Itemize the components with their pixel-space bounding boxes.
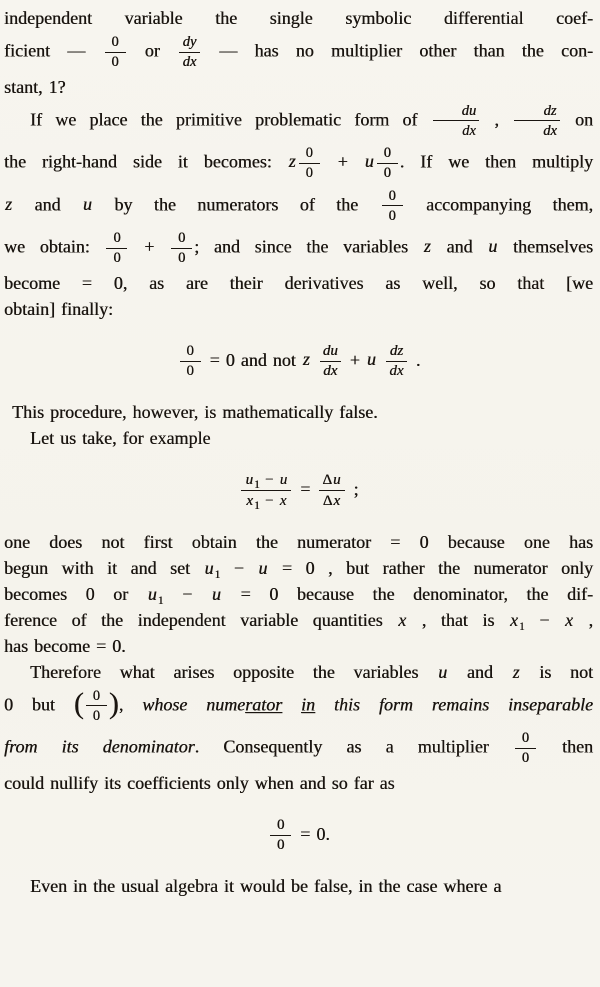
equation-line — [4, 469, 593, 513]
fraction-denominator: 0 — [521, 750, 529, 766]
fraction-numerator: dz — [514, 104, 560, 122]
text-run: − — [524, 609, 564, 630]
math-variable: u — [258, 557, 268, 578]
text-line — [4, 296, 593, 322]
fraction-denominator: dx — [182, 54, 197, 70]
fraction-numerator: 0 — [86, 689, 107, 707]
inline-fraction — [515, 731, 536, 766]
fraction-denominator: dx — [389, 363, 404, 379]
inline-fraction — [105, 35, 126, 70]
fraction-denominator: 0 — [177, 250, 186, 266]
text-run: and — [431, 236, 488, 257]
text-run: Therefore what arises opposite the variables — [30, 661, 438, 682]
text-line — [4, 227, 593, 270]
fraction-numerator: dy — [179, 35, 200, 53]
fraction-denominator: dx — [462, 122, 476, 139]
italic-run: whose nume — [142, 693, 246, 714]
text-run: , that is — [407, 609, 509, 630]
math-variable: u — [82, 193, 92, 214]
display-equation-zero-not-sum — [4, 340, 593, 384]
text-run: and — [448, 661, 512, 682]
fraction-denominator: 0 — [305, 165, 313, 181]
math-variable: z — [5, 193, 13, 214]
fraction-numerator: 0 — [382, 189, 403, 207]
text-run: . — [409, 349, 421, 370]
inline-fraction — [386, 344, 407, 380]
fraction-denominator: 0 — [92, 707, 100, 724]
italic-underlined-run: in — [301, 693, 316, 714]
text-run: Δ — [322, 492, 333, 509]
text-run: This procedure, however, is mathematically false. — [12, 402, 378, 422]
text-run: + — [343, 349, 366, 370]
inline-fraction — [299, 146, 320, 181]
text-run: accompanying them, — [404, 193, 593, 214]
math-variable: z — [288, 151, 296, 172]
text-run: Even in the usual algebra it would be false, in the case where a — [30, 876, 502, 896]
math-variable: z — [423, 236, 431, 257]
text-run: and — [13, 193, 82, 214]
text-line — [4, 399, 593, 425]
text-run: − — [259, 492, 279, 509]
text-run: is not — [520, 661, 594, 682]
text-run: on — [561, 108, 594, 129]
fraction-denominator: 0 — [388, 207, 396, 224]
text-run: Δ — [322, 472, 332, 488]
fraction-denominator: 0 — [111, 54, 119, 70]
math-variable: u — [245, 472, 253, 488]
math-variable: u — [438, 661, 448, 682]
math-variable: u — [279, 472, 288, 488]
paragraph-continued — [4, 5, 593, 100]
text-run: ference of the independent variable quantities — [4, 609, 398, 630]
inline-fraction — [180, 344, 201, 380]
inline-fraction — [106, 231, 127, 266]
text-run: + — [321, 151, 364, 172]
text-line — [4, 425, 593, 451]
text-run: , — [481, 108, 513, 129]
text-line — [4, 529, 593, 555]
text-line — [4, 727, 593, 770]
inline-fraction — [433, 104, 480, 139]
text-run: could nullify its coefficients only when and so far as — [4, 772, 395, 793]
paragraph-procedure-false — [4, 399, 593, 425]
fraction-numerator: 0 — [377, 146, 398, 164]
text-run: Let us take, for example — [30, 428, 211, 448]
math-variable: x — [564, 609, 573, 630]
text-line — [4, 270, 593, 296]
math-variable: u — [211, 583, 221, 604]
text-line — [4, 5, 593, 31]
subscript: 1 — [214, 568, 221, 581]
math-variable: u — [147, 583, 157, 604]
text-run: ; — [347, 478, 359, 499]
text-run: begun with it and set — [4, 557, 204, 578]
display-equation-zero-over-zero — [4, 814, 593, 858]
text-line — [4, 633, 593, 659]
text-run: . Consequently as a multiplier — [194, 736, 513, 757]
text-run: one does not first obtain the numerator = 0 because one has — [4, 531, 593, 552]
text-run: − — [163, 583, 211, 604]
math-variable: x — [279, 492, 287, 509]
text-line — [4, 607, 593, 633]
paragraph-numerator-zero — [4, 529, 593, 659]
italic-run — [282, 694, 301, 714]
text-run: − — [259, 472, 279, 488]
paragraph-usual-algebra — [4, 873, 593, 899]
text-run: becomes 0 or — [4, 583, 147, 604]
open-parenthesis: ( — [73, 686, 84, 720]
text-run: If we place the primitive problematic form of — [30, 108, 431, 129]
display-equation-difference-quotient — [4, 469, 593, 513]
text-line — [4, 74, 593, 100]
text-run: the right-hand side it becomes: — [4, 151, 288, 172]
equation-line — [4, 814, 593, 858]
fraction-denominator: 0 — [113, 250, 121, 266]
text-line — [4, 873, 593, 899]
text-line — [4, 555, 593, 581]
text-run: — has no multiplier other than the con- — [202, 40, 593, 61]
italic-run: this form remains inseparable — [315, 693, 593, 714]
math-variable: x — [398, 609, 407, 630]
inline-fraction — [171, 231, 192, 266]
inline-fraction — [320, 344, 341, 380]
text-run: or — [127, 40, 178, 61]
fraction-numerator: 0 — [171, 231, 192, 249]
text-run — [311, 349, 317, 369]
fraction-numerator: 0 — [106, 231, 127, 249]
text-run: has become = 0. — [4, 635, 126, 656]
text-run: . If we then multiply — [399, 151, 593, 172]
inline-fraction — [86, 689, 107, 724]
text-line — [4, 685, 593, 728]
inline-fraction — [270, 818, 291, 854]
text-line — [4, 100, 593, 143]
text-line — [4, 142, 593, 185]
text-line — [4, 185, 593, 228]
text-run: independent variable the single symbolic differential coef- — [4, 8, 593, 28]
text-run: ficient — — [4, 40, 103, 61]
fraction-denominator: 0 — [186, 363, 194, 379]
subscript: 1 — [253, 479, 260, 491]
fraction-numerator: 0 — [105, 35, 126, 53]
equation-line — [4, 340, 593, 384]
fraction-denominator — [319, 491, 344, 509]
inline-fraction — [382, 189, 403, 224]
fraction-numerator — [319, 473, 344, 491]
text-run: then — [537, 736, 593, 757]
text-line — [4, 770, 593, 796]
text-run: = 0. — [294, 823, 330, 844]
math-variable: u — [204, 557, 214, 578]
fraction-denominator: 0 — [276, 837, 285, 853]
text-run: by the numerators of the — [92, 193, 380, 214]
paragraph-therefore — [4, 659, 593, 796]
text-line — [4, 31, 593, 74]
inline-fraction — [179, 35, 200, 70]
subscript: 1 — [518, 620, 525, 633]
fraction-numerator: du — [433, 104, 480, 122]
subscript: 1 — [253, 499, 260, 512]
fraction-numerator: 0 — [270, 818, 291, 836]
fraction-denominator: dx — [323, 363, 338, 379]
inline-fraction — [514, 104, 560, 139]
math-variable: z — [512, 661, 520, 682]
fraction-numerator: 0 — [299, 146, 320, 164]
paragraph-primitive-form — [4, 100, 593, 322]
text-run: ; and since the variables — [194, 236, 423, 257]
text-run: + — [129, 236, 170, 257]
fraction-denominator: dx — [543, 122, 557, 139]
italic-underlined-run: rator — [245, 693, 283, 714]
text-run: = 0 and not — [203, 349, 302, 370]
fraction-numerator: du — [320, 344, 341, 362]
math-variable: x — [509, 609, 518, 630]
text-line — [4, 581, 593, 607]
text-run: = 0 because the denominator, the dif- — [221, 583, 594, 604]
text-run: themselves — [498, 236, 593, 257]
fraction-denominator — [241, 491, 291, 512]
text-line — [4, 659, 593, 685]
text-run: − — [220, 557, 258, 578]
text-run: = — [294, 478, 317, 499]
text-run: , — [573, 609, 594, 630]
text-run — [377, 349, 383, 369]
math-variable: x — [333, 492, 341, 509]
fraction-numerator — [241, 473, 291, 491]
text-run: = 0 , but rather the numerator only — [268, 557, 593, 578]
text-run: we obtain: — [4, 236, 105, 257]
close-parenthesis: ) — [108, 686, 119, 720]
paragraph-let-us-take — [4, 425, 593, 451]
math-variable: u — [488, 236, 498, 257]
fraction-denominator: 0 — [383, 165, 391, 181]
inline-fraction — [319, 473, 344, 509]
text-run: 0 but — [4, 693, 74, 714]
text-run: , — [118, 693, 143, 714]
inline-fraction — [241, 472, 291, 512]
math-variable: x — [246, 492, 253, 509]
text-run: become = 0, as are their derivatives as well, so that [we — [4, 272, 593, 293]
inline-fraction — [377, 146, 398, 181]
text-run: obtain] finally: — [4, 298, 113, 319]
math-variable: u — [366, 349, 376, 370]
math-variable: z — [302, 349, 310, 370]
fraction-numerator: dz — [386, 344, 407, 362]
italic-run: from its denominator — [4, 736, 195, 757]
text-run: stant, 1? — [4, 76, 66, 97]
fraction-numerator: 0 — [180, 344, 201, 362]
math-variable: u — [364, 151, 374, 172]
fraction-numerator: 0 — [515, 731, 536, 749]
subscript: 1 — [157, 594, 164, 607]
math-variable: u — [333, 472, 341, 488]
